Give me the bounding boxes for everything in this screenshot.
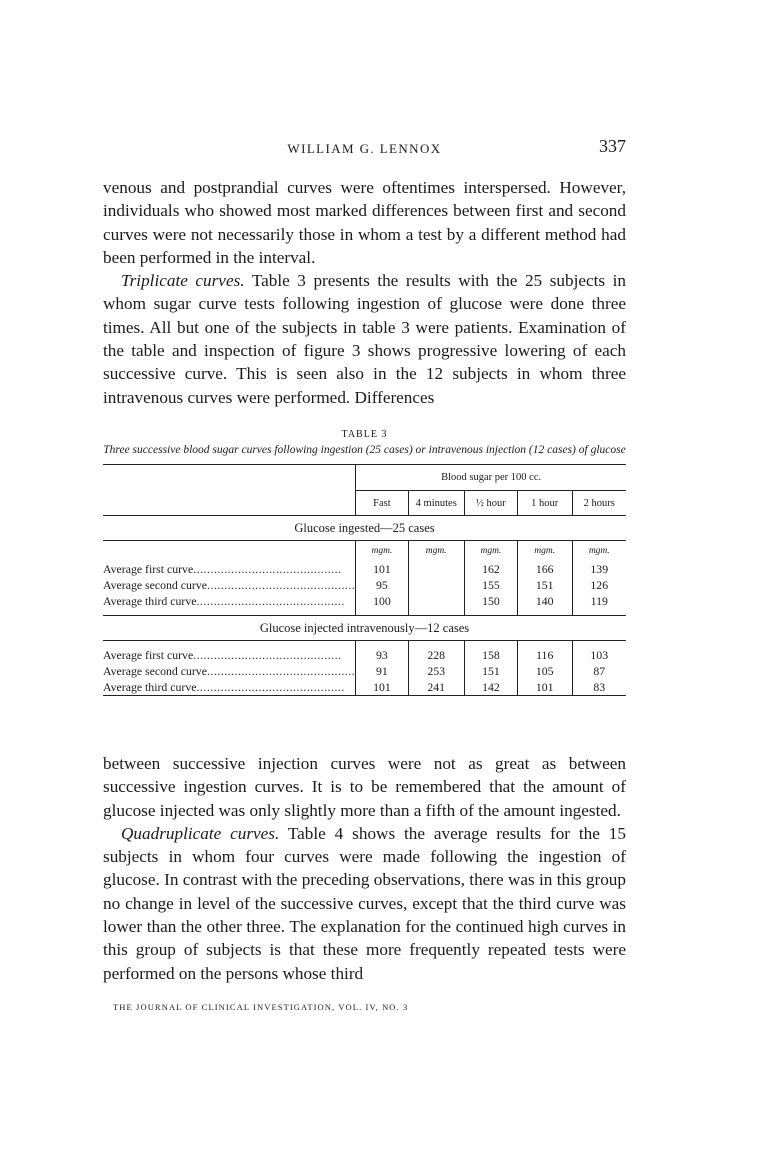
table-cell: 116 — [517, 647, 572, 663]
table-row — [103, 647, 626, 663]
table-cell: 101 — [517, 679, 572, 696]
table-row — [103, 679, 626, 696]
table-cell: 142 — [464, 679, 517, 696]
row-label: Average second curve — [103, 577, 207, 592]
row-label: Average first curve — [103, 647, 194, 662]
table-cell: 241 — [408, 679, 464, 696]
spanning-header: Blood sugar per 100 cc. — [356, 465, 626, 491]
table-cell: 83 — [572, 679, 626, 696]
table-row — [103, 593, 626, 609]
paragraph-2-text-b: Table 4 shows the average results for the 15 subjects in whom four curves were made following the ingestion of glucose. In contrast with the preceding observations, there was in this group no change in level of the successive curves, except that the third curve was lower than the other three. The explanation for the continued high curves in this group of subjects is that these more frequently repeated tests were performed on the persons whose third — [103, 823, 626, 983]
column-header: Fast — [356, 491, 408, 516]
table-cell — [408, 577, 464, 593]
table-cell: 155 — [464, 577, 517, 593]
paragraph-1-text-a: venous and postprandial curves were oftentimes interspersed. However, individuals who showed most marked differences between first and second curves were not necessarily those in whom a test by a different method had been performed in the interval. — [103, 178, 626, 267]
table-cell: 91 — [356, 663, 408, 679]
table-spanning-header-row — [103, 465, 626, 491]
table-cell: 95 — [356, 577, 408, 593]
table-cell: 101 — [356, 561, 408, 577]
table-cell: 139 — [572, 561, 626, 577]
table-cell: 100 — [356, 593, 408, 609]
unit-label: mgm. — [517, 541, 572, 562]
column-header: ½ hour — [464, 491, 517, 516]
quadruplicate-heading: Quadruplicate curves. — [121, 823, 280, 843]
table-cell: 150 — [464, 593, 517, 609]
column-header: 1 hour — [517, 491, 572, 516]
table-3 — [103, 429, 626, 696]
table-caption: Three successive blood sugar curves following ingestion (25 cases) or intravenous injection (12 cases) of glucose — [103, 444, 626, 456]
triplicate-heading: Triplicate curves. — [121, 271, 245, 291]
table-cell: 140 — [517, 593, 572, 609]
table-cell — [408, 561, 464, 577]
unit-label: mgm. — [572, 541, 626, 562]
table-cell: 126 — [572, 577, 626, 593]
row-label: Average second curve — [103, 663, 207, 678]
table-cell: 253 — [408, 663, 464, 679]
section-title-ingested: Glucose ingested—25 cases — [103, 516, 626, 541]
journal-footer: THE JOURNAL OF CLINICAL INVESTIGATION, VOL. IV, NO. 3 — [113, 1002, 409, 1012]
page-number: 337 — [599, 136, 626, 156]
section-title-intravenous: Glucose injected intravenously—12 cases — [103, 616, 626, 641]
table-cell: 151 — [517, 577, 572, 593]
table-cell: 101 — [356, 679, 408, 696]
table-cell: 103 — [572, 647, 626, 663]
table-cell: 166 — [517, 561, 572, 577]
table-cell: 93 — [356, 647, 408, 663]
table-cell: 87 — [572, 663, 626, 679]
table-cell: 228 — [408, 647, 464, 663]
unit-label: mgm. — [408, 541, 464, 562]
table-section-header — [103, 516, 626, 541]
column-header: 2 hours — [572, 491, 626, 516]
table-column-header-row — [103, 491, 626, 516]
paragraph-2-text-a: between successive injection curves were not as great as between successive ingestion curves. It is to be remembered that the amount of glucose injected was only slightly more than a fifth of the amount ingested. — [103, 754, 626, 820]
blood-sugar-table — [103, 464, 626, 696]
unit-label: mgm. — [464, 541, 517, 562]
paragraph-1 — [103, 176, 626, 409]
row-label: Average third curve — [103, 593, 197, 608]
table-cell — [408, 593, 464, 609]
row-label: Average third curve — [103, 679, 197, 694]
table-row — [103, 577, 626, 593]
table-cell: 105 — [517, 663, 572, 679]
table-units-row — [103, 541, 626, 562]
table-cell: 151 — [464, 663, 517, 679]
paragraph-1-text-b: Table 3 presents the results with the 25 subjects in whom sugar curve tests following ingestion of glucose were done three times. All but one of the subjects in table 3 were patients. Examination of the table and inspection of figure 3 shows progressive lowering of each successive curve. This is seen also in the 12 subjects in whom three intravenous curves were performed. Differences — [103, 271, 626, 407]
table-row — [103, 561, 626, 577]
row-label: Average first curve — [103, 561, 194, 576]
table-cell: 119 — [572, 593, 626, 609]
running-head — [103, 136, 626, 160]
unit-label: mgm. — [356, 541, 408, 562]
paragraph-2 — [103, 752, 626, 985]
table-section-header — [103, 616, 626, 641]
table-cell: 162 — [464, 561, 517, 577]
table-row — [103, 663, 626, 679]
table-label: TABLE 3 — [341, 429, 388, 440]
running-head-author: WILLIAM G. LENNOX — [287, 141, 442, 156]
table-cell: 158 — [464, 647, 517, 663]
column-header: 4 minutes — [408, 491, 464, 516]
